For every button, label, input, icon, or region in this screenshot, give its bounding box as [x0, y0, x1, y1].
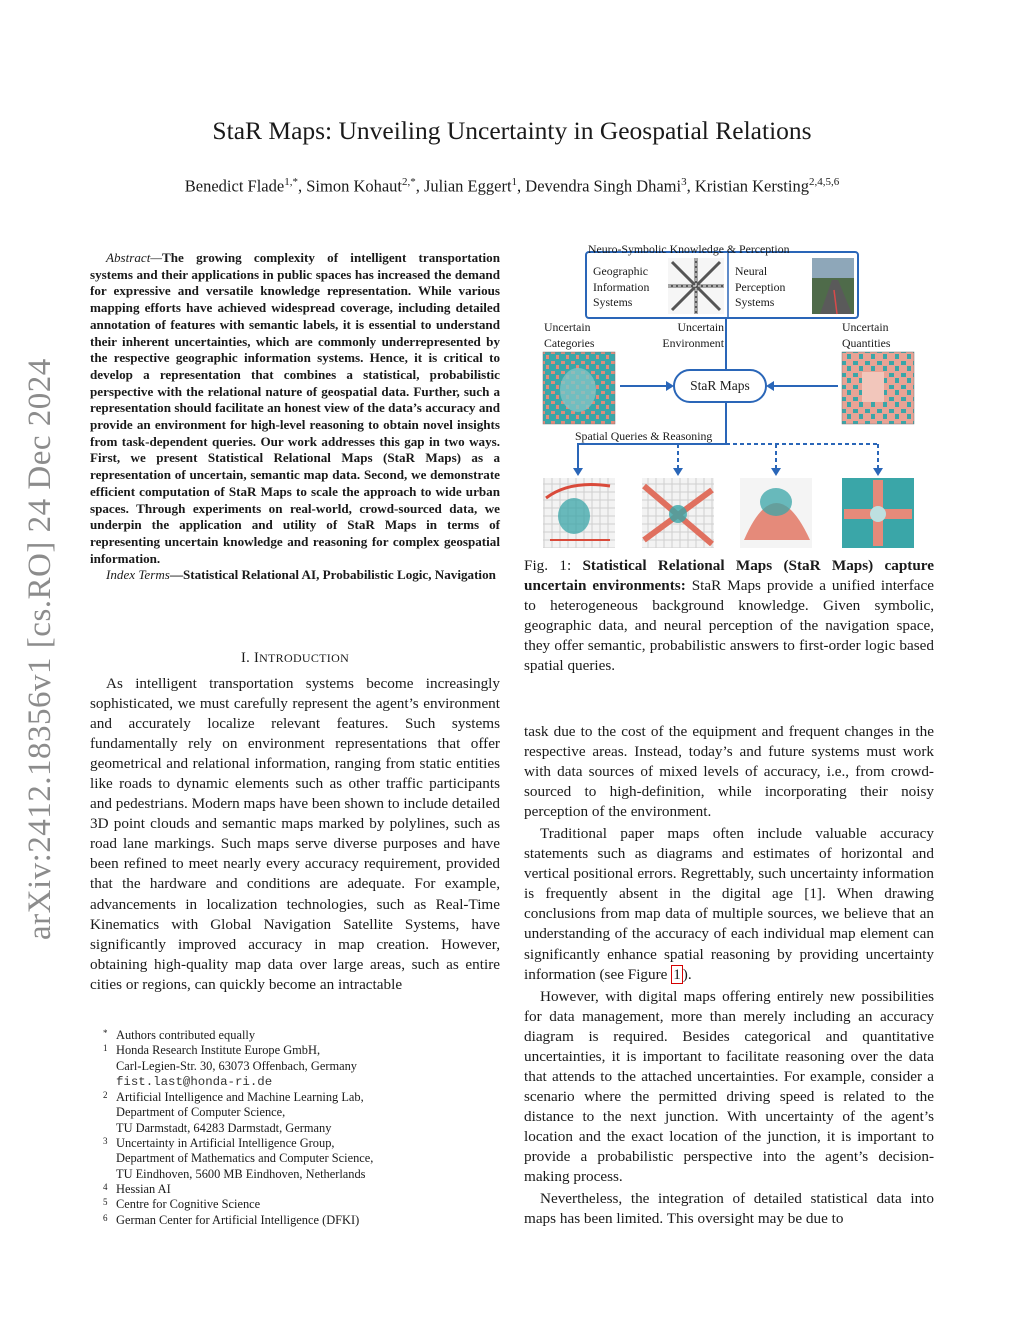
footnotes — [103, 1028, 503, 1228]
author: Devendra Singh Dhami — [525, 176, 682, 196]
author: Julian Eggert — [424, 176, 512, 196]
fig-gis-label: Geographic Information Systems — [593, 264, 650, 309]
footnote: 4 Hessian AI — [103, 1181, 171, 1196]
section-heading: I. INTRODUCTION — [240, 650, 350, 666]
query-result-tile-1 — [543, 478, 615, 548]
author: Simon Kohaut — [306, 176, 403, 196]
figure-1 — [540, 240, 920, 555]
author: Kristian Kersting — [694, 176, 809, 196]
fig-uncertain-categories: Uncertain Categories — [544, 320, 595, 350]
query-result-tile-2 — [642, 478, 714, 548]
abstract-text: The growing complexity of intelligent transportation systems and their applications in public spaces has increased the demand for expressive and versatile knowledge representation. While various mapping efforts have achieved widespread coverage, including detailed annotation of features with semantic labels, it is essential to understand their inherent uncertainties, which are commonly underrepresented by the respective geographic information systems. Hence, it is critical to develop a representation that combines a statistical, probabilistic perspective with the relational nature of geospatial data. Further, such a representation should facilitate an honest view of the data’s accuracy and provide an environment for high-level reasoning to obtain novel insights from task-dependent queries. Our work addresses this gap in two ways. First, we present Statistical Relational Maps (StaR Maps) as a representation of uncertain, semantic map data. Second, we demonstrate efficient computation of StaR Maps to scale the approach to wide urban spaces. Through experiments on real-world, crowd-sourced data, we underpin the application and utility of StaR Maps in terms of representing uncertain knowledge and reasoning for complex geospatial information. — [90, 250, 500, 566]
figure-caption: Fig. 1: Statistical Relational Maps (StaR Maps) capture uncertain environments: StaR Maps provide a unified interface to heterogeneous background knowledge. Given symbolic, geographic data, and neural perception of the navigation space, they offer semantic, probabilistic answers to first-order logic based spatial queries. — [524, 557, 935, 675]
footnote: 6 German Center for Artificial Intelligence (DFKI) — [103, 1212, 360, 1227]
index-terms-text: Statistical Relational AI, Probabilistic Logic, Navigation — [182, 567, 496, 583]
query-result-tile-4 — [842, 478, 914, 548]
footnote: 1 Honda Research Institute Europe GmbH, Carl-Legien-Str. 30, 63073 Offenbach, Germany fist.last@honda-ri.de — [103, 1043, 357, 1089]
fig-queries-label: Spatial Queries & Reasoning — [575, 429, 713, 443]
abstract-label: Abstract — [106, 250, 151, 265]
fig-uncertain-quantities: Uncertain Quantities — [842, 320, 891, 350]
fig-neural-label: Neural Perception Systems — [735, 264, 786, 309]
arxiv-stamp: arXiv:2412.18356v1 [cs.RO] 24 Dec 2024 — [22, 358, 58, 940]
footnote: * Authors contributed equally — [103, 1028, 256, 1042]
road-intersection-icon — [668, 258, 724, 314]
query-result-tile-3 — [740, 478, 812, 548]
fig-top-label: Neuro-Symbolic Knowledge & Perception — [588, 242, 790, 256]
index-terms-label: Index Terms — [106, 567, 170, 583]
footnote: 5 Centre for Cognitive Science — [103, 1197, 261, 1212]
street-photo-icon — [812, 258, 854, 314]
figure-reference-link[interactable]: 1 — [673, 965, 681, 983]
right-column-text: task due to the cost of the equipment and frequent changes in the respective areas. Instead, today’s and future systems must work with data sources of mixed levels of accuracy, i.e., from crowd-sourced to high-definition, while incorporating their noisy perception of the environment. Traditional paper maps often include valuable accuracy statements such as diagrams and estimates of horizontal and vertical positional errors. Regrettably, such uncertainty information is frequently absent in the digital age [1]. When drawing conclusions from map data of multiple sources, we believe that an understanding of the accuracy of each individual map element can significantly enhance spatial reasoning by providing uncertainty information (see Figure 1 ). However, with digital maps offering entirely new possibilities for data management, more than merely including an accuracy diagram is required. Besides categorical and quantitative uncertainties, it is important to facilitate reasoning over the data that attends to the attached uncertainties. For example, consider a scenario where the permitted driving speed is related to the distance to the next junction. With uncertainty of the agent’s location and the exact location of the junction, it is important to provide a probabilistic perspective into the agent’s decision-making process. Nevertheless, the integration of detailed statistical data into maps has been limited. This oversight may be due to — [524, 723, 934, 1228]
footnote: 2 Artificial Intelligence and Machine Learning Lab, Department of Computer Science, TU Darmstadt, 64283 Darmstadt, Germany — [103, 1090, 364, 1135]
fig-uncertain-environment: Uncertain Environment — [662, 320, 724, 350]
fig-star-maps-label: StaR Maps — [690, 378, 750, 393]
footnote: 3 Uncertainty in Artificial Intelligence Group, Department of Mathematics and Computer Science, TU Eindhoven, 5600 MB Eindhoven, Netherlands — [103, 1136, 374, 1181]
abstract: Abstract—The growing complexity of intelligent transportation systems and their applications in public spaces has increased the demand for expressive and versatile knowledge representation. While various mapping efforts have achieved widespread coverage, including detailed annotation of features with semantic labels, it is essential to understand their inherent uncertainties, which are commonly underrepresented by the respective geographic information systems. Hence, it is critical to develop a representation that combines a statistical, probabilistic perspective with the relational nature of geospatial data. Further, such a representation should facilitate an honest view of the data’s accuracy and provide an environment for high-level reasoning to obtain novel insights from task-dependent queries. Our work addresses this gap in two ways. First, we present Statistical Relational Maps (StaR Maps) as a representation of uncertain, semantic map data. Second, we demonstrate efficient computation of StaR Maps to scale the approach to wide urban spaces. Through experiments on real-world, crowd-sourced data, we underpin the application and utility of StaR Maps in terms of representing uncertain knowledge and reasoning for complex geospatial information. Index Terms—Statistical Relational AI, Probabilistic Logic, Navigation — [90, 250, 500, 583]
author-list: Benedict Flade$^{1,*}$, Simon Kohaut$^{2,*}$, Julian Eggert$^1$, Devendra Singh Dhami$^3$, Kristian Kersting$^{2,4,5,6}$ — [184, 176, 840, 196]
introduction-text: As intelligent transportation systems become increasingly sophisticated, we must carefully represent the agent’s environment and accurately localize relevant features. Such systems fundamentally rely on environment representations that offer geometrical and relational information, ranging from static entities like roads to dynamic elements such as other traffic participants and pedestrians. Modern maps have been shown to include detailed 3D point clouds and semantic maps marked by polylines, such as road lane markings. Such maps serve diverse purposes and have been refined to meet nearly every accuracy requirement, provided that the hardware and conditions are adequate. For example, advancements in localization technologies, such as Real-Time Kinematics with Global Navigation Satellite Systems, have significantly improved accuracy in map creation. However, obtaining high-quality map data over large areas, such as entire cities or regions, can quickly become an intractable — [90, 675, 500, 993]
paper-title: StaR Maps: Unveiling Uncertainty in Geospatial Relations — [212, 116, 812, 145]
author: Benedict Flade — [184, 176, 285, 196]
